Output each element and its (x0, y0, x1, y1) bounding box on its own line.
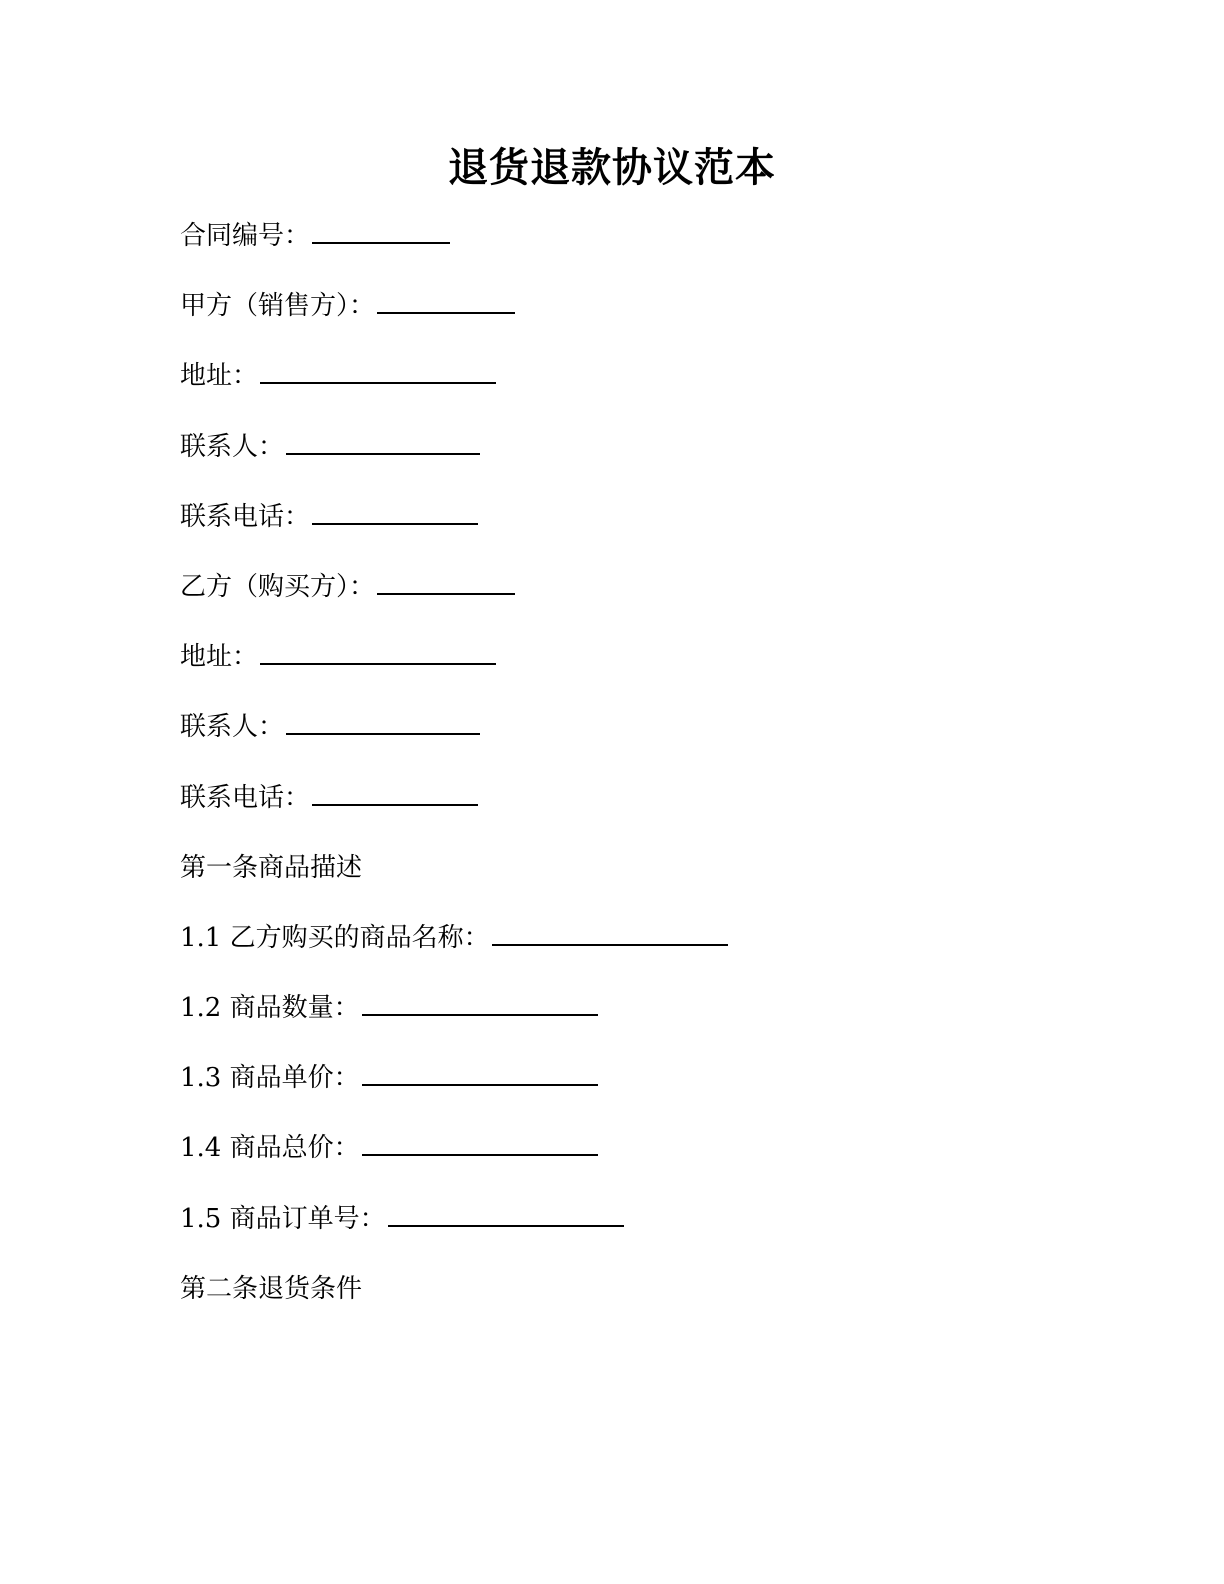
line-label: 合同编号： (180, 221, 311, 251)
party-b-address-line (180, 635, 1080, 705)
line-label: 联系人： (180, 712, 285, 743)
line-label: 1.5 商品订单号： (180, 1203, 386, 1234)
fill-in-blank[interactable] (312, 216, 450, 244)
document-title: 退货退款协议范本 (448, 144, 776, 191)
order-number-line (180, 1197, 1080, 1267)
fill-in-blank[interactable] (362, 1058, 598, 1086)
line-label: 地址： (180, 361, 259, 392)
article-2-heading (180, 1267, 1080, 1337)
line-label: 1.2 商品数量： (180, 993, 360, 1024)
line-label: 乙方（购买方）： (180, 571, 376, 602)
line-label: 1.3 商品单价： (180, 1063, 360, 1094)
party-a-phone-line (180, 495, 1080, 565)
party-a-contact-line (180, 425, 1080, 495)
fill-in-blank[interactable] (362, 988, 598, 1016)
party-b-phone-line (180, 776, 1080, 846)
fill-in-blank[interactable] (377, 567, 515, 595)
section-heading: 第二条退货条件 (180, 1273, 363, 1304)
fill-in-blank[interactable] (312, 778, 478, 806)
fill-in-blank[interactable] (286, 707, 480, 735)
total-price-line (180, 1126, 1080, 1196)
document-body (180, 214, 1080, 1337)
line-label: 联系电话： (180, 782, 311, 813)
line-label: 1.4 商品总价： (180, 1133, 360, 1164)
section-heading: 第一条商品描述 (180, 852, 363, 883)
contract-number-line (180, 214, 1080, 284)
party-a-address-line (180, 354, 1080, 424)
product-quantity-line (180, 986, 1080, 1056)
line-label: 地址： (180, 642, 259, 673)
fill-in-blank[interactable] (312, 497, 478, 525)
line-label: 联系人： (180, 431, 285, 462)
fill-in-blank[interactable] (260, 637, 496, 665)
fill-in-blank[interactable] (377, 286, 515, 314)
fill-in-blank[interactable] (492, 918, 728, 946)
line-label: 联系电话： (180, 501, 311, 532)
party-b-line (180, 565, 1080, 635)
fill-in-blank[interactable] (260, 356, 496, 384)
fill-in-blank[interactable] (286, 427, 480, 455)
product-name-line (180, 916, 1080, 986)
fill-in-blank[interactable] (362, 1128, 598, 1156)
article-1-heading (180, 846, 1080, 916)
line-label: 甲方（销售方）： (180, 291, 376, 322)
unit-price-line (180, 1056, 1080, 1126)
line-label: 1.1 乙方购买的商品名称： (180, 922, 490, 953)
party-a-line (180, 284, 1080, 354)
party-b-contact-line (180, 705, 1080, 775)
fill-in-blank[interactable] (388, 1199, 624, 1227)
